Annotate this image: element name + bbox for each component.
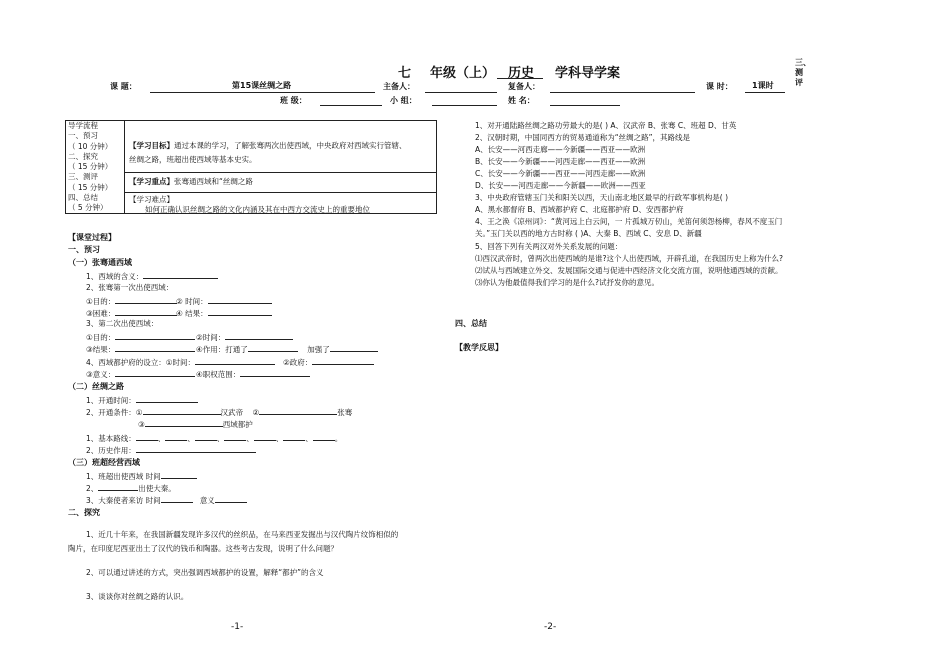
q-opening-condition-3: ③ 西域都护	[138, 420, 253, 429]
page-number-1: -1-	[231, 622, 244, 632]
learning-focus: 【学习重点】张骞通西域和“丝绸之路	[129, 177, 253, 186]
q-western-regions-meaning: 1、西域的含义：	[86, 270, 218, 282]
section-zhang-qian: （一）张骞通西域	[68, 258, 132, 267]
flow-steps: 导学流程 一、预习 （ 10 分钟） 二、探究 （ 15 分钟） 三、测评 （ 15 分钟） 四、总结 （ 5 分钟）	[68, 121, 113, 213]
test-q4: 4、王之涣《凉州词》：“黄河远上白云间，一 片孤城万仞山，羌笛何须怨杨柳，春风不度玉门	[475, 217, 783, 226]
learning-goal: 【学习目标】通过本课的学习，了解张骞两次出使西域，中央政府对西域实行管辖、	[129, 141, 407, 150]
test-q3: 3、中央政府管辖玉门关和阳关以西，天山南北地区最早的行政军事机构是( )	[475, 193, 729, 202]
q-historical-role: 2、历史作用：	[86, 444, 256, 456]
grade: 七	[398, 66, 412, 81]
section-ban-chao: （三）班超经营西域	[68, 458, 140, 467]
test-q2-option-a: A、长安——河西走廊——今新疆——西亚——欧洲	[475, 145, 646, 154]
co-preparer-label: 复备人：	[508, 82, 540, 91]
explore-q1-cont: 陶片，在印度尼西亚出土了汉代的钱币和陶器。这些考古发现，说明了什么问题？	[68, 544, 338, 553]
test-q5-2: ⑵试从与西域建立外交、发展国际交通与促进中西经济文化交流方面，说明他通西域的贡献。	[475, 266, 783, 275]
reflection-title: 【教学反思】	[455, 343, 503, 352]
learning-difficulty-label: 【学习难点】	[129, 195, 174, 204]
q-opening-time: 1、开通时间：	[86, 394, 198, 406]
q-opening-conditions: 2、开通条件：① 汉武帝 ② 张骞	[86, 408, 353, 417]
q-protectorate-scope: ④职权范围：	[196, 368, 310, 380]
q-protectorate-gov: ②政府：	[283, 356, 374, 368]
group-label: 小 组：	[390, 96, 417, 105]
q-protectorate-significance: ③意义：	[86, 368, 195, 380]
q-gan-ying: 2、 出使大秦。	[86, 484, 176, 493]
summary-title: 四、总结	[455, 319, 487, 328]
test-q3-options: A、黑水都督府 B、西域都护府 C、北庭都护府 D、安西都护府	[475, 205, 684, 214]
doc-title: 学科导学案	[555, 66, 621, 81]
test-q5-1: ⑴西汉武帝时，曾两次出使西域的是谁?这个人出使西域，开辟孔道，在我国历史上称为什么?	[475, 254, 783, 263]
q-first-mission: 2、张骞第一次出使西域：	[86, 283, 174, 292]
q-second-result: ③结果：	[86, 343, 195, 355]
q-basic-route: 1、基本路线： 、 、 、 、 、 、 。	[86, 434, 343, 443]
test-q5-3: ⑶你认为他最值得我们学习的是什么?试抒发你的意见。	[475, 278, 659, 287]
topic-value: 第15课丝绸之路	[232, 81, 292, 90]
learning-difficulty: 如何正确认识丝绸之路的文化内涵及其在中西方交流史上的重要地位	[145, 205, 370, 214]
test-q5: 5、回答下列有关两汉对外关系发展的问题：	[475, 242, 623, 251]
preview-title: 一、预习	[68, 245, 100, 254]
explore-q1: 1、近几十年来，在我国新疆发现许多汉代的丝织品，在马来西亚发掘出与汉代陶片纹饰相似的	[86, 530, 399, 539]
test-q4-cont: 关。”玉门关以西的地方古时称 ( )A、大秦 B、西域 C、安息 D、新疆	[475, 229, 702, 238]
test-q2-option-c: C、长安——今新疆——西亚——河西走廊——欧洲	[475, 169, 646, 178]
section-silk-road: （二）丝绸之路	[68, 382, 124, 391]
explore-q3: 3、谈谈你对丝绸之路的认识。	[86, 592, 189, 601]
lead-preparer-label: 主备人：	[383, 82, 415, 91]
subject: 历史	[508, 66, 535, 81]
q-first-time: ② 时间：	[176, 295, 272, 307]
q-second-effect: ④作用：打通了 加强了	[196, 343, 378, 355]
test-q2: 2、汉朝时期，中国同西方的贸易通道称为“丝绸之路”，其路线是	[475, 133, 691, 142]
hours-label: 课 时：	[706, 82, 733, 91]
page-number-2: -2-	[544, 622, 557, 632]
side-label: 三、测评	[795, 58, 811, 87]
q-second-purpose: ①目的：	[86, 331, 195, 343]
learning-goal-cont: 丝绸之路，班超出使西域等基本史实。	[129, 155, 257, 164]
explore-title: 二、探究	[68, 508, 100, 517]
class-label: 班 级：	[280, 96, 307, 105]
explore-q2: 2、可以通过讲述的方式，突出强调西域都护的设置，解释“都护”的含义	[86, 568, 324, 577]
grade-level: 年级（上）	[430, 66, 496, 81]
q-first-result: ④ 结果：	[176, 307, 272, 319]
q-second-mission: 3、第二次出使西域：	[86, 319, 159, 328]
process-title: 【课堂过程】	[68, 233, 116, 242]
test-q2-option-b: B、长安——今新疆——河西走廊——西亚——欧洲	[475, 157, 646, 166]
q-first-difficulty: ③困难：	[86, 307, 177, 319]
test-q2-option-d: D、长安——河西走廊——今新疆——欧洲——西亚	[475, 181, 646, 190]
q-second-time: ②时间：	[196, 331, 293, 343]
q-daqin-envoy: 3、大秦使者来访 时间 意义	[86, 494, 247, 506]
test-q1: 1、对开通陆路丝绸之路功劳最大的是( ) A、汉武帝 B、张骞 C、班超 D、甘英	[475, 121, 737, 130]
q-first-purpose: ①目的：	[86, 295, 177, 307]
q-ban-chao-mission: 1、班超出使西域 时间	[86, 470, 197, 482]
name-label: 姓 名：	[508, 96, 535, 105]
q-protectorate-time: 4、西域都护府的设立：①时间：	[86, 356, 275, 368]
hours-value: 1课时	[752, 81, 774, 90]
topic-label: 课 题：	[110, 82, 137, 91]
